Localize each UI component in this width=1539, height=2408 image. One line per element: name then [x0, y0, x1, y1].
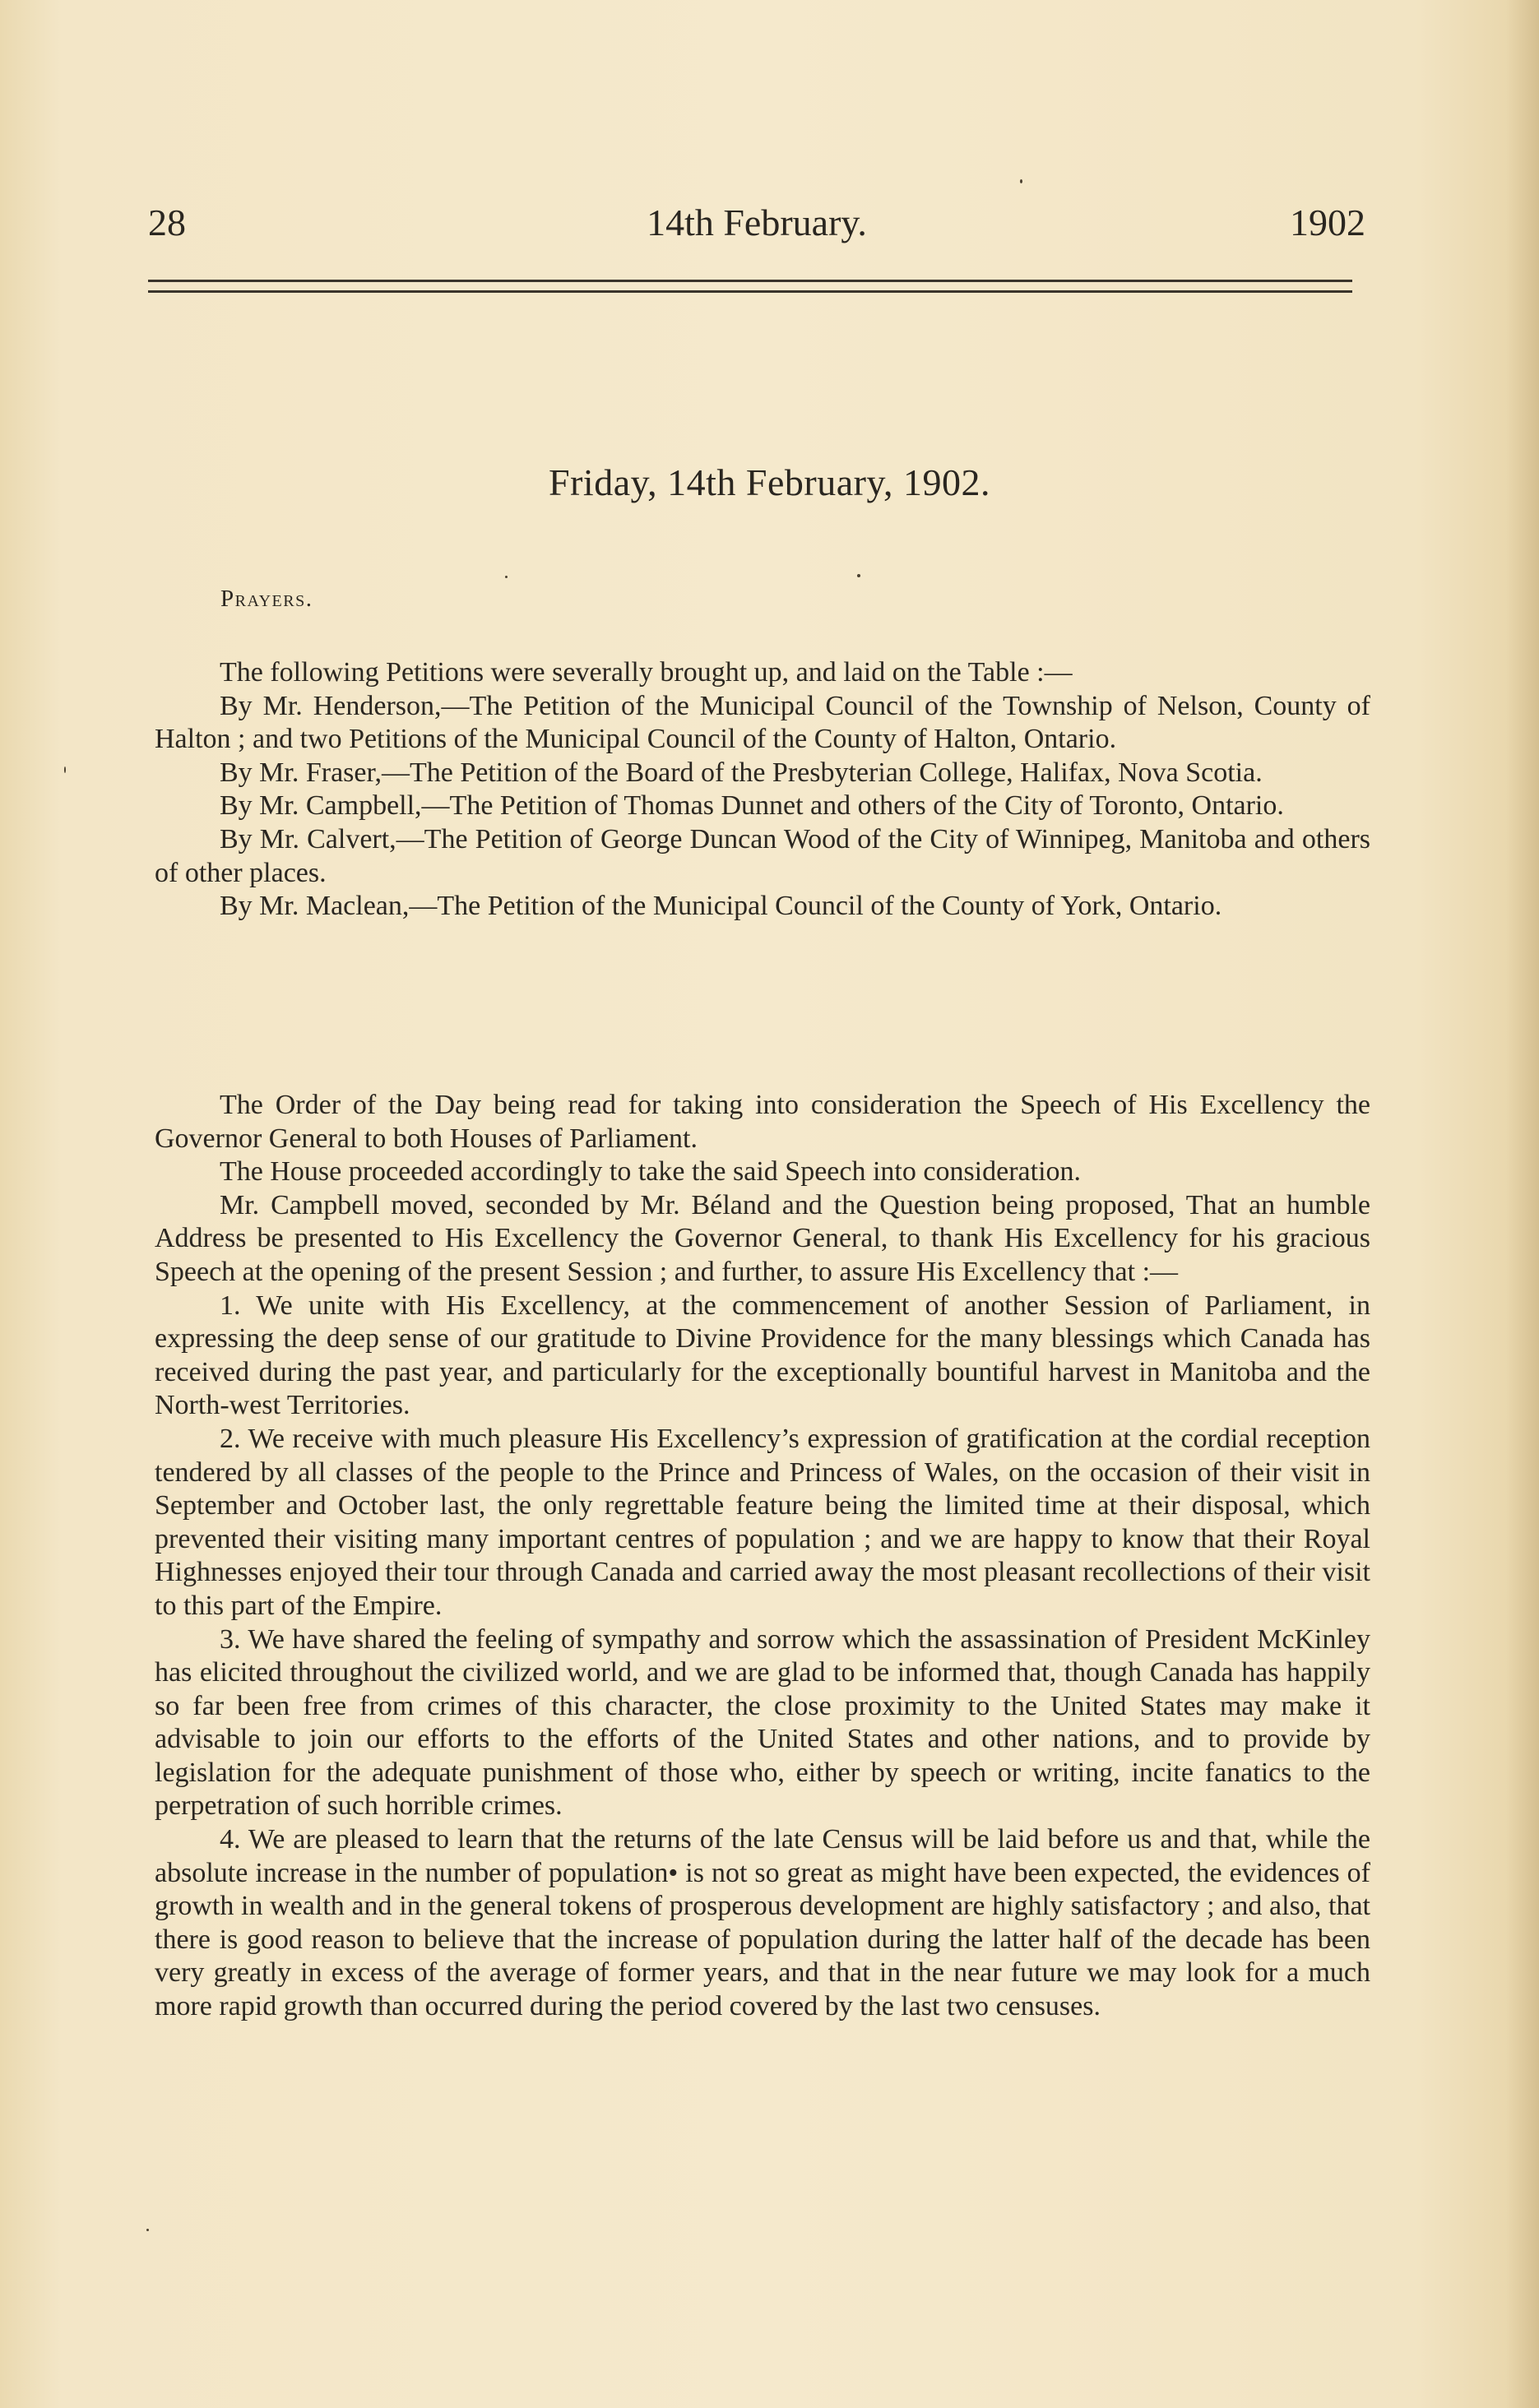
- paragraph: 1. We unite with His Excellency, at the commencement of another Session of Parliament, in expressing the deep sense of our gratitude to Divine Providence for the many blessings which Canada has received during the past year, and particularly for the exceptionally bountiful harvest in Manitoba and the North-west Territories.: [155, 1290, 1370, 1421]
- paragraph: By Mr. Maclean,—The Petition of the Municipal Council of the County of York, Ontario.: [220, 891, 1222, 922]
- paragraph: By Mr. Fraser,—The Petition of the Board of the Presbyterian College, Halifax, Nova Scotia.: [220, 757, 1263, 788]
- paragraph: The House proceeded accordingly to take the said Speech into consideration.: [220, 1156, 1082, 1188]
- paragraph: By Mr. Henderson,—The Petition of the Municipal Council of the Township of Nelson, County of Halton ; and two Petitions of the Municipal Council of the County of Halton, Ontario.: [155, 690, 1370, 755]
- ink-speck: [146, 2229, 149, 2231]
- header-year: 1902: [1290, 201, 1365, 243]
- order-of-day-section: [155, 1089, 1370, 2024]
- paragraph: The Order of the Day being read for taking into consideration the Speech of His Excellency the Governor General to both Houses of Parliament.: [155, 1090, 1370, 1154]
- day-title: Friday, 14th February, 1902.: [549, 461, 990, 503]
- prayers-heading: Prayers.: [220, 586, 313, 612]
- running-header: [148, 201, 1365, 250]
- ink-speck: [64, 766, 66, 773]
- ink-speck: [505, 576, 508, 578]
- ink-speck: [857, 574, 860, 577]
- paragraph: By Mr. Campbell,—The Petition of Thomas Dunnet and others of the City of Toronto, Ontario.: [220, 790, 1284, 822]
- page-edge-shadow: [1506, 0, 1539, 2408]
- paragraph: By Mr. Calvert,—The Petition of George Duncan Wood of the City of Winnipeg, Manitoba and others of other places.: [155, 823, 1370, 888]
- paragraph: 3. We have shared the feeling of sympathy and sorrow which the assassination of President McKinley has elicited throughout the civilized world, and we are glad to be informed that, though Canada has happily so far been free from crimes of this character, the close proximity to the United States may make it advisable to join our efforts to the efforts of the United States and other nations, and to provide by legislation for the adequate punishment of those who, either by speech or writing, incite fanatics to the perpetration of such horrible crimes.: [155, 1623, 1370, 1822]
- header-date: 14th February.: [647, 201, 867, 243]
- paragraph: 2. We receive with much pleasure His Excellency’s expression of gratification at the cordial reception tendered by all classes of the people to the Prince and Princess of Wales, on the occasion of their visit in September and October last, the only regrettable feature being the limited time at their disposal, which prevented their visiting many important centres of population ; and we are happy to know that their Royal Highnesses enjoyed their tour through Canada and carried away the most pleasant recollections of their visit to this part of the Empire.: [155, 1423, 1370, 1621]
- page-number: 28: [148, 201, 186, 243]
- paragraph: 4. We are pleased to learn that the returns of the late Census will be laid before us and that, while the absolute increase in the number of population• is not so great as might have been expected, the evidences of growth in wealth and in the general tokens of prosperous development are highly satisfactory ; and also, that there is good reason to believe that the increase of population during the latter half of the decade has been very greatly in excess of the average of former years, and that in the near future we may look for a much more rapid growth than occurred during the period covered by the last two censuses.: [155, 1824, 1370, 2022]
- paragraph: Mr. Campbell moved, seconded by Mr. Béland and the Question being proposed, That an humble Address be presented to His Excellency the Governor General, to thank His Excellency for his gracious Speech at the opening of the present Session ; and further, to assure His Excellency that :—: [155, 1189, 1370, 1287]
- paragraph: The following Petitions were severally brought up, and laid on the Table :—: [220, 657, 1073, 688]
- petitions-section: [155, 656, 1370, 924]
- ink-speck: [1020, 179, 1022, 183]
- header-rule-bottom: [148, 290, 1352, 293]
- header-rule-top: [148, 280, 1352, 282]
